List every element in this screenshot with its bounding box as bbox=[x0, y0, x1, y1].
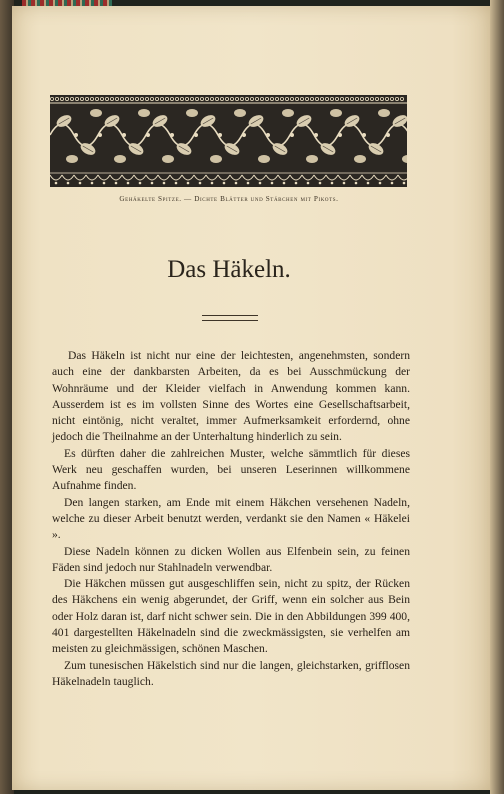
lace-illustration bbox=[50, 95, 407, 187]
page-title: Das Häkeln. bbox=[167, 256, 291, 283]
paragraph: Die Häkchen müssen gut ausgeschliffen sein, nicht zu spitz, der Rücken des Häkchens ein wenig abgerundet, der Griff, wenn ein solcher aus Bein oder Holz daran ist, darf nicht schwer sein. Die in den Abbildungen 399 400, 401 dargestellten Häkelnadeln sind die zweckmässigsten, sie verhelfen am meisten zu gleichmässigen, schönen Maschen. bbox=[52, 577, 410, 656]
paragraph: Diese Nadeln können zu dicken Wollen aus Elfenbein sein, zu feinen Fäden sind jedoch nur Stahlnadeln verwendbar. bbox=[52, 544, 410, 574]
paragraph: Das Häkeln ist nicht nur eine der leichtesten, angenehmsten, sondern auch eine der dankbarsten Arbeiten, da es bei Ausschmückung der Wohnräume und der Kleider vielfach in Anwendung kommen kann. Ausserdem ist es im vollsten Sinne des Wortes eine Gesellschaftsarbeit, nicht eintönig, nicht veraltet, immer Aufmerksamkeit erfordernd, ohne jedoch die Theilnahme an der Unterhaltung hinderlich zu sein. bbox=[52, 349, 410, 444]
paragraph: Es dürften daher die zahlreichen Muster, welche sämmtlich für dieses Werk neu geschaffen wurden, bei unseren Leserinnen willkommene Aufnahme finden. bbox=[52, 446, 410, 493]
illustration-caption: Gehäkelte Spitze. — Dichte Blätter und Stäbchen mit Pikots. bbox=[119, 195, 339, 203]
paragraph: Zum tunesischen Häkelstich sind nur die langen, gleichstarken, grifflosen Häkelnadeln tauglich. bbox=[52, 658, 410, 688]
title-rule-bottom bbox=[202, 320, 258, 321]
paragraph: Den langen starken, am Ende mit einem Häkchen versehenen Nadeln, welche zu dieser Arbeit benutzt werden, verdankt sie den Namen « Häkelei ». bbox=[52, 495, 410, 542]
title-rule-top bbox=[202, 315, 258, 316]
body-text bbox=[52, 348, 410, 690]
lace-pattern-image bbox=[50, 95, 407, 187]
page-edge bbox=[490, 0, 504, 794]
